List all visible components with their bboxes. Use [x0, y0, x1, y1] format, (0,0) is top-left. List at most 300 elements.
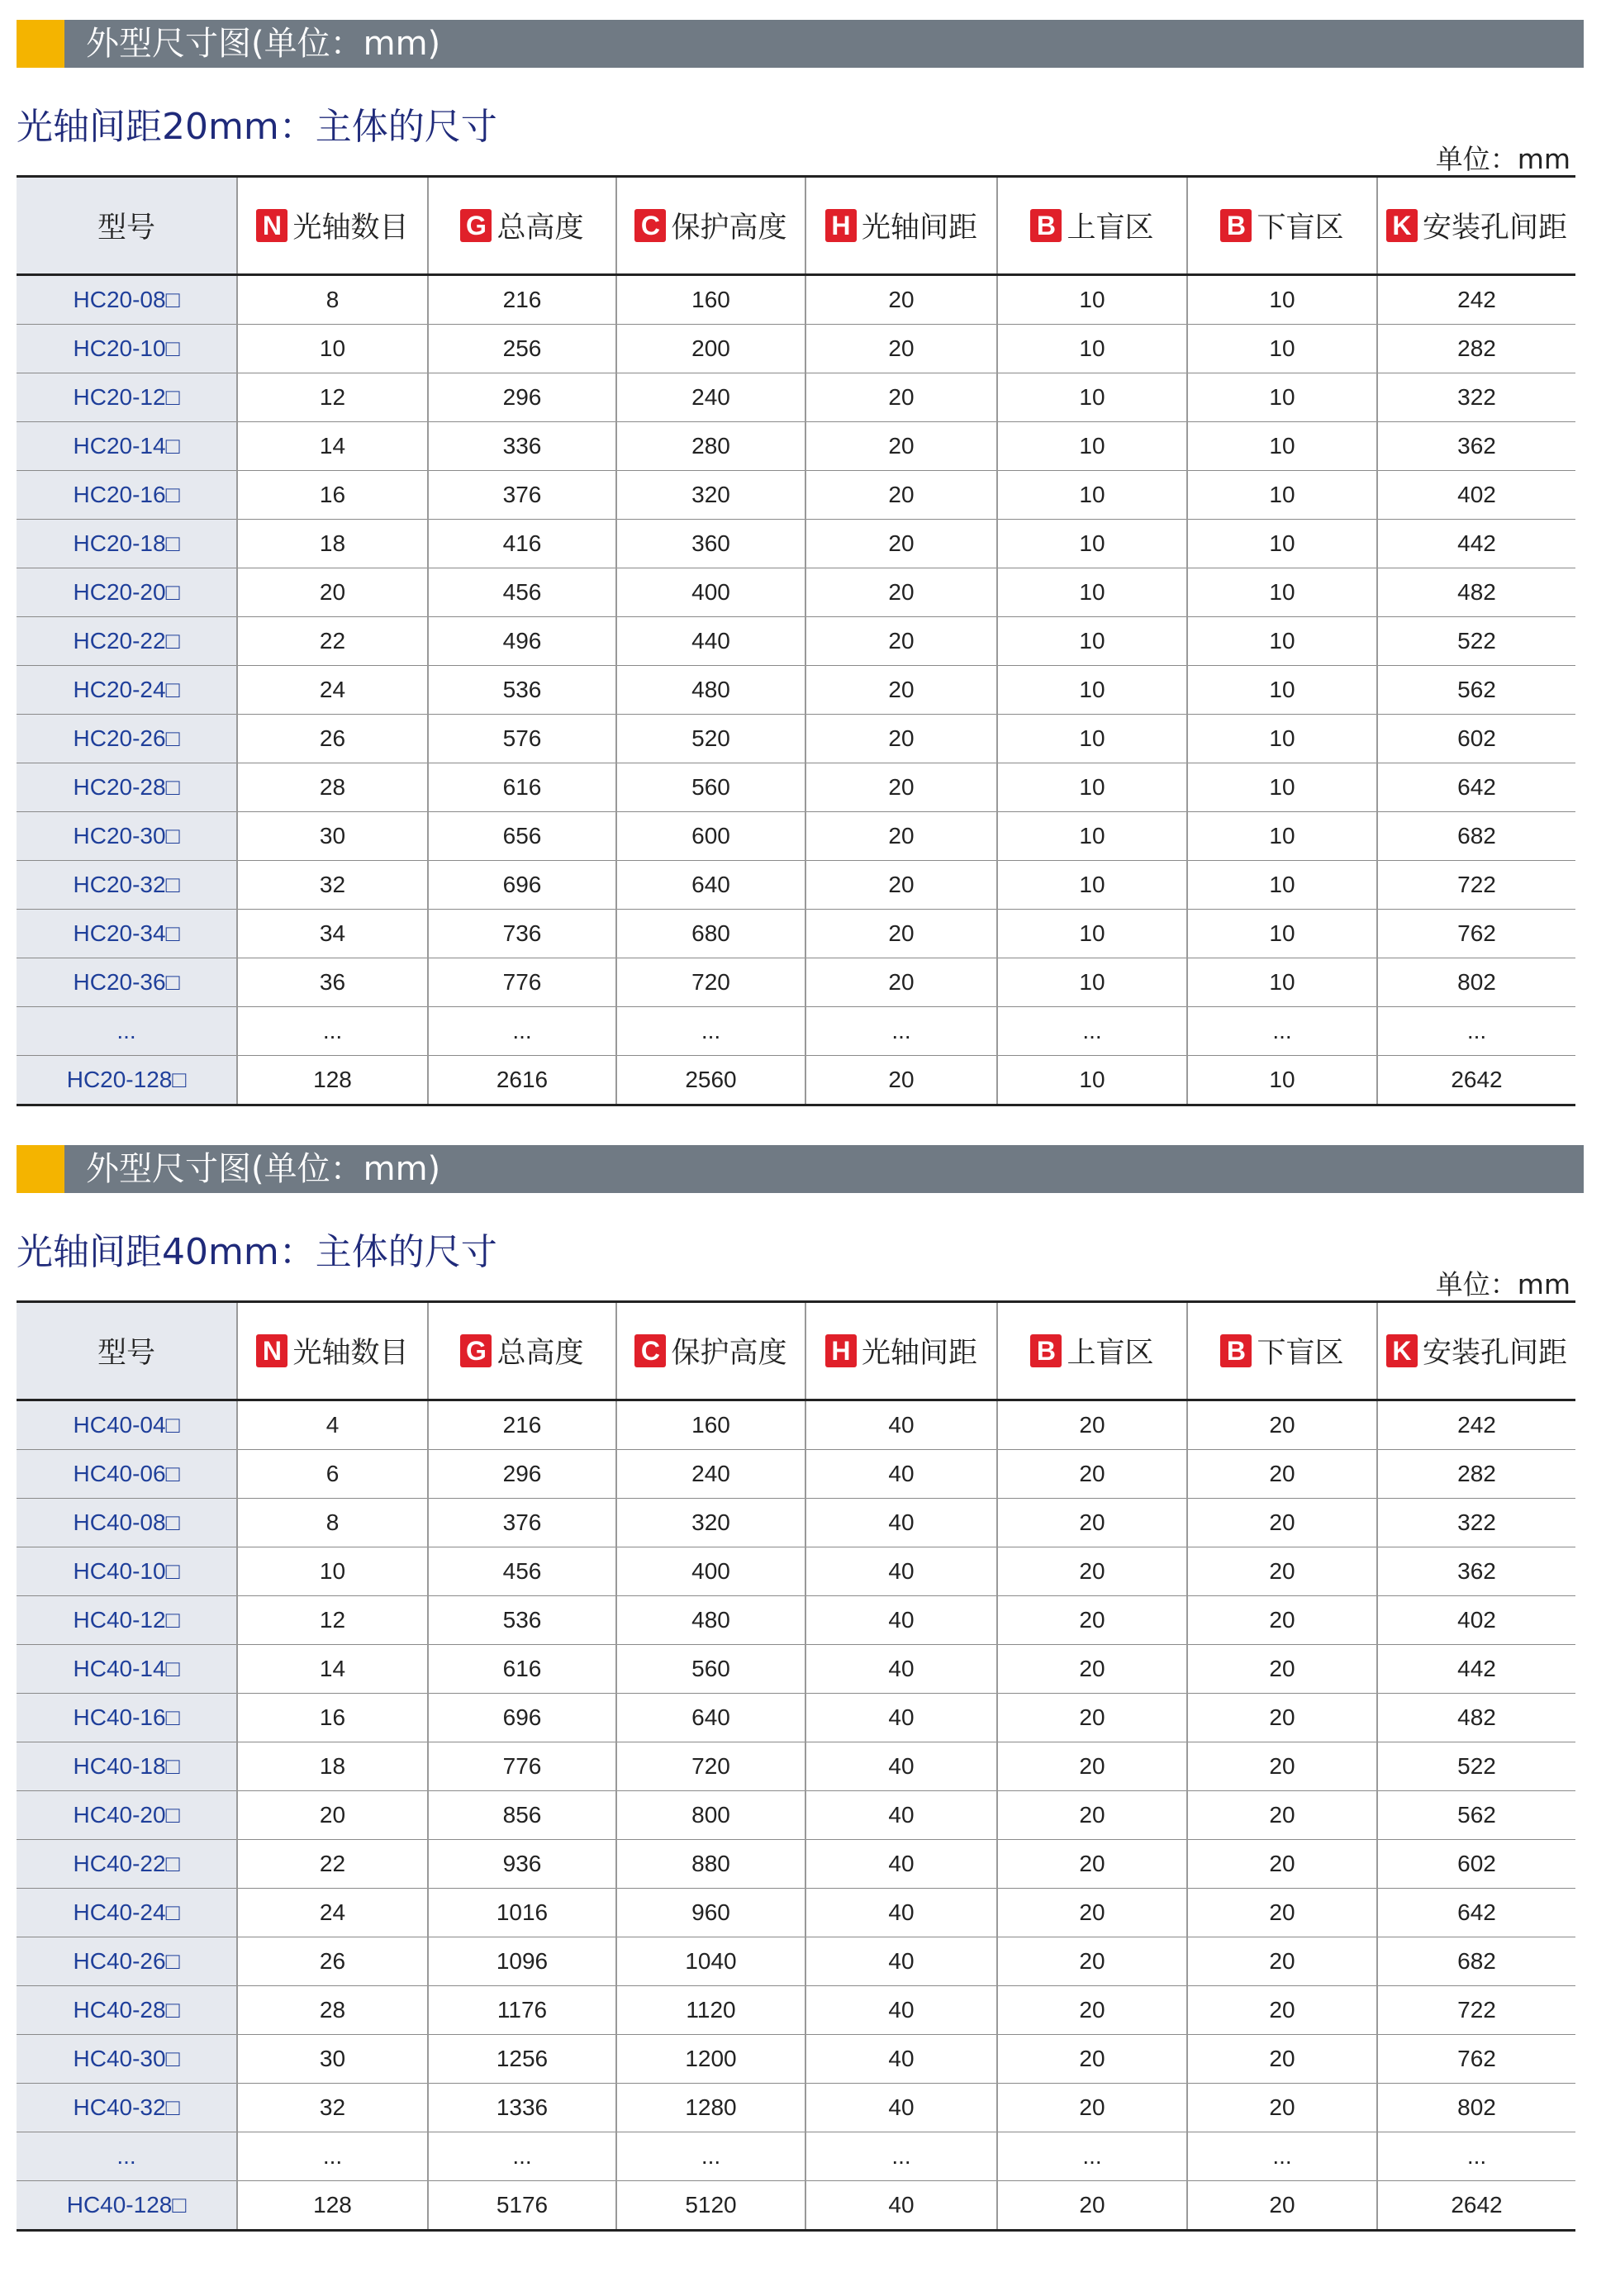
model-cell: HC20-20□ — [17, 568, 237, 617]
value-cell: 416 — [428, 520, 616, 568]
model-cell: HC20-14□ — [17, 422, 237, 471]
value-cell: 20 — [997, 1840, 1187, 1889]
column-badge-icon: G — [460, 1334, 492, 1367]
table-row — [17, 275, 1575, 325]
value-cell: 20 — [805, 471, 997, 520]
unit-note: 单位：mm — [1435, 143, 1570, 175]
table-row — [17, 471, 1575, 520]
table-row — [17, 861, 1575, 910]
value-cell: 722 — [1377, 1986, 1575, 2035]
table-row — [17, 812, 1575, 861]
table-row — [17, 1450, 1575, 1499]
model-cell: HC20-08□ — [17, 275, 237, 325]
value-cell: 40 — [805, 1694, 997, 1742]
value-cell: 16 — [237, 471, 428, 520]
value-cell: 14 — [237, 422, 428, 471]
table-row — [17, 910, 1575, 958]
value-cell: 402 — [1377, 1596, 1575, 1645]
model-cell: ... — [17, 2132, 237, 2181]
value-cell: 602 — [1377, 1840, 1575, 1889]
section-header-bar — [17, 20, 1584, 68]
value-cell: 20 — [1187, 1986, 1377, 2035]
model-cell: HC20-34□ — [17, 910, 237, 958]
value-cell: 20 — [237, 1791, 428, 1840]
column-header-label: 下盲区 — [1257, 1337, 1344, 1369]
value-cell: 40 — [805, 1742, 997, 1791]
section-header-title: 外型尺寸图(单位：mm) — [86, 25, 441, 63]
column-header — [237, 177, 428, 275]
column-header — [237, 1302, 428, 1400]
column-badge-icon: K — [1386, 1334, 1418, 1367]
column-header — [1377, 177, 1575, 275]
column-badge-icon: N — [256, 1334, 287, 1367]
table-header-row — [17, 1302, 1575, 1400]
value-cell: ... — [237, 1007, 428, 1056]
table-row — [17, 617, 1575, 666]
header-accent-block — [17, 20, 64, 68]
table-row — [17, 715, 1575, 763]
model-cell: HC20-22□ — [17, 617, 237, 666]
model-cell: HC40-08□ — [17, 1499, 237, 1547]
value-cell: 10 — [1187, 422, 1377, 471]
model-cell: HC40-14□ — [17, 1645, 237, 1694]
value-cell: 442 — [1377, 1645, 1575, 1694]
value-cell: 2560 — [616, 1056, 805, 1105]
value-cell: 10 — [997, 715, 1187, 763]
header-accent-block — [17, 1145, 64, 1193]
column-header-model: 型号 — [17, 1302, 237, 1400]
column-badge-icon: B — [1030, 1334, 1062, 1367]
table-row — [17, 1889, 1575, 1937]
value-cell: 10 — [1187, 520, 1377, 568]
value-cell: 522 — [1377, 617, 1575, 666]
value-cell: 10 — [1187, 471, 1377, 520]
value-cell: 360 — [616, 520, 805, 568]
column-header — [616, 177, 805, 275]
value-cell: 20 — [997, 1596, 1187, 1645]
value-cell: 20 — [805, 617, 997, 666]
value-cell: 800 — [616, 1791, 805, 1840]
column-badge-icon: B — [1030, 209, 1062, 242]
value-cell: 536 — [428, 666, 616, 715]
value-cell: 362 — [1377, 422, 1575, 471]
value-cell: 8 — [237, 1499, 428, 1547]
value-cell: 482 — [1377, 1694, 1575, 1742]
table-row — [17, 422, 1575, 471]
table-row — [17, 2132, 1575, 2181]
value-cell: 20 — [1187, 1499, 1377, 1547]
value-cell: 10 — [1187, 861, 1377, 910]
value-cell: 20 — [1187, 1400, 1377, 1450]
value-cell: 10 — [237, 1547, 428, 1596]
value-cell: 682 — [1377, 812, 1575, 861]
column-header-label: 安装孔间距 — [1422, 212, 1567, 244]
value-cell: 296 — [428, 1450, 616, 1499]
value-cell: 10 — [997, 275, 1187, 325]
value-cell: 200 — [616, 325, 805, 373]
value-cell: 336 — [428, 422, 616, 471]
value-cell: 40 — [805, 1547, 997, 1596]
model-cell: ... — [17, 1007, 237, 1056]
value-cell: 1336 — [428, 2084, 616, 2132]
value-cell: 802 — [1377, 2084, 1575, 2132]
value-cell: 696 — [428, 1694, 616, 1742]
value-cell: 20 — [1187, 1547, 1377, 1596]
table-row — [17, 666, 1575, 715]
value-cell: 562 — [1377, 1791, 1575, 1840]
value-cell: 40 — [805, 1840, 997, 1889]
value-cell: 400 — [616, 1547, 805, 1596]
model-cell: HC20-28□ — [17, 763, 237, 812]
value-cell: 802 — [1377, 958, 1575, 1007]
value-cell: 20 — [997, 1547, 1187, 1596]
column-header — [805, 177, 997, 275]
table-row — [17, 2035, 1575, 2084]
value-cell: 40 — [805, 1645, 997, 1694]
value-cell: 10 — [997, 568, 1187, 617]
value-cell: 762 — [1377, 910, 1575, 958]
column-header-label: 保护高度 — [671, 1337, 787, 1369]
model-cell: HC40-24□ — [17, 1889, 237, 1937]
value-cell: 936 — [428, 1840, 616, 1889]
value-cell: 20 — [997, 1986, 1187, 2035]
value-cell: 640 — [616, 861, 805, 910]
value-cell: 10 — [997, 1056, 1187, 1105]
value-cell: 10 — [997, 471, 1187, 520]
value-cell: 20 — [997, 1791, 1187, 1840]
value-cell: 20 — [997, 1499, 1187, 1547]
value-cell: ... — [616, 1007, 805, 1056]
value-cell: 696 — [428, 861, 616, 910]
value-cell: 1096 — [428, 1937, 616, 1986]
dimension-table — [17, 175, 1575, 1106]
value-cell: 10 — [997, 617, 1187, 666]
column-badge-icon: C — [634, 209, 666, 242]
column-header — [805, 1302, 997, 1400]
column-badge-icon: B — [1220, 1334, 1252, 1367]
table-row — [17, 373, 1575, 422]
value-cell: 216 — [428, 1400, 616, 1450]
value-cell: 600 — [616, 812, 805, 861]
model-cell: HC20-30□ — [17, 812, 237, 861]
value-cell: 10 — [1187, 373, 1377, 422]
value-cell: ... — [616, 2132, 805, 2181]
model-cell: HC40-12□ — [17, 1596, 237, 1645]
value-cell: 10 — [997, 325, 1187, 373]
table-row — [17, 1986, 1575, 2035]
value-cell: ... — [997, 1007, 1187, 1056]
value-cell: 18 — [237, 520, 428, 568]
value-cell: 880 — [616, 1840, 805, 1889]
model-cell: HC20-18□ — [17, 520, 237, 568]
value-cell: 128 — [237, 2181, 428, 2231]
model-cell: HC40-26□ — [17, 1937, 237, 1986]
column-badge-icon: G — [460, 209, 492, 242]
value-cell: 480 — [616, 666, 805, 715]
section-header-bar — [17, 1145, 1584, 1193]
column-header — [1377, 1302, 1575, 1400]
value-cell: ... — [805, 2132, 997, 2181]
value-cell: 10 — [997, 520, 1187, 568]
table-body — [17, 275, 1575, 1105]
section-header-title: 外型尺寸图(单位：mm) — [86, 1150, 441, 1188]
column-badge-icon: N — [256, 209, 287, 242]
value-cell: ... — [805, 1007, 997, 1056]
value-cell: 20 — [997, 1742, 1187, 1791]
table-row — [17, 1499, 1575, 1547]
value-cell: 10 — [997, 861, 1187, 910]
column-header — [428, 1302, 616, 1400]
value-cell: 24 — [237, 1889, 428, 1937]
value-cell: 5176 — [428, 2181, 616, 2231]
value-cell: 20 — [997, 2181, 1187, 2231]
column-badge-icon: H — [825, 209, 857, 242]
value-cell: 616 — [428, 763, 616, 812]
value-cell: 20 — [805, 1056, 997, 1105]
column-header — [1187, 1302, 1377, 1400]
value-cell: 720 — [616, 1742, 805, 1791]
column-header-label: 安装孔间距 — [1422, 1337, 1567, 1369]
value-cell: 522 — [1377, 1742, 1575, 1791]
value-cell: 240 — [616, 373, 805, 422]
table-row — [17, 520, 1575, 568]
value-cell: ... — [237, 2132, 428, 2181]
value-cell: 40 — [805, 2084, 997, 2132]
value-cell: 30 — [237, 2035, 428, 2084]
value-cell: 362 — [1377, 1547, 1575, 1596]
model-cell: HC40-06□ — [17, 1450, 237, 1499]
value-cell: 10 — [1187, 325, 1377, 373]
value-cell: 34 — [237, 910, 428, 958]
value-cell: 296 — [428, 373, 616, 422]
value-cell: 20 — [1187, 1889, 1377, 1937]
value-cell: ... — [1377, 1007, 1575, 1056]
column-header-label: 光轴间距 — [861, 1337, 977, 1369]
column-badge-icon: K — [1386, 209, 1418, 242]
value-cell: 32 — [237, 861, 428, 910]
value-cell: 520 — [616, 715, 805, 763]
value-cell: 10 — [997, 666, 1187, 715]
table-row — [17, 568, 1575, 617]
value-cell: 40 — [805, 2035, 997, 2084]
table-row — [17, 1596, 1575, 1645]
value-cell: 536 — [428, 1596, 616, 1645]
value-cell: 1040 — [616, 1937, 805, 1986]
value-cell: 10 — [1187, 763, 1377, 812]
section-subtitle: 光轴间距20mm：主体的尺寸 — [17, 106, 497, 148]
model-cell: HC20-16□ — [17, 471, 237, 520]
column-header-label: 光轴数目 — [292, 1337, 409, 1369]
value-cell: 442 — [1377, 520, 1575, 568]
table-row — [17, 2084, 1575, 2132]
value-cell: 20 — [997, 1694, 1187, 1742]
value-cell: 20 — [997, 1937, 1187, 1986]
value-cell: 10 — [997, 373, 1187, 422]
value-cell: 20 — [1187, 2084, 1377, 2132]
value-cell: 10 — [1187, 958, 1377, 1007]
value-cell: 40 — [805, 1400, 997, 1450]
table-row — [17, 763, 1575, 812]
value-cell: 640 — [616, 1694, 805, 1742]
value-cell: 320 — [616, 1499, 805, 1547]
value-cell: 776 — [428, 1742, 616, 1791]
value-cell: 1280 — [616, 2084, 805, 2132]
column-header-label: 光轴间距 — [861, 212, 977, 244]
column-header-label: 总高度 — [497, 212, 584, 244]
unit-note: 单位：mm — [1435, 1268, 1570, 1300]
value-cell: 680 — [616, 910, 805, 958]
table-row — [17, 1400, 1575, 1450]
value-cell: 28 — [237, 1986, 428, 2035]
value-cell: 376 — [428, 1499, 616, 1547]
value-cell: 216 — [428, 275, 616, 325]
value-cell: 20 — [805, 666, 997, 715]
value-cell: 12 — [237, 373, 428, 422]
value-cell: 720 — [616, 958, 805, 1007]
model-cell: HC20-24□ — [17, 666, 237, 715]
model-cell: HC40-22□ — [17, 1840, 237, 1889]
value-cell: 2642 — [1377, 1056, 1575, 1105]
model-cell: HC40-16□ — [17, 1694, 237, 1742]
model-cell: HC40-32□ — [17, 2084, 237, 2132]
value-cell: 10 — [997, 812, 1187, 861]
value-cell: 20 — [805, 422, 997, 471]
table-row — [17, 1547, 1575, 1596]
column-header-label: 下盲区 — [1257, 212, 1344, 244]
value-cell: 20 — [1187, 1937, 1377, 1986]
value-cell: 22 — [237, 1840, 428, 1889]
value-cell: 1200 — [616, 2035, 805, 2084]
value-cell: 24 — [237, 666, 428, 715]
value-cell: 402 — [1377, 471, 1575, 520]
value-cell: 656 — [428, 812, 616, 861]
value-cell: 282 — [1377, 1450, 1575, 1499]
column-header-label: 保护高度 — [671, 212, 787, 244]
value-cell: 1176 — [428, 1986, 616, 2035]
value-cell: 20 — [1187, 1742, 1377, 1791]
value-cell: 960 — [616, 1889, 805, 1937]
value-cell: 20 — [805, 520, 997, 568]
value-cell: 562 — [1377, 666, 1575, 715]
value-cell: 642 — [1377, 1889, 1575, 1937]
value-cell: ... — [428, 2132, 616, 2181]
column-header-model: 型号 — [17, 177, 237, 275]
value-cell: 642 — [1377, 763, 1575, 812]
value-cell: 20 — [805, 958, 997, 1007]
value-cell: 282 — [1377, 325, 1575, 373]
table-row — [17, 1840, 1575, 1889]
value-cell: 440 — [616, 617, 805, 666]
value-cell: 20 — [805, 812, 997, 861]
value-cell: 482 — [1377, 568, 1575, 617]
value-cell: 10 — [1187, 910, 1377, 958]
value-cell: 40 — [805, 2181, 997, 2231]
value-cell: 14 — [237, 1645, 428, 1694]
column-badge-icon: H — [825, 1334, 857, 1367]
value-cell: 496 — [428, 617, 616, 666]
value-cell: 20 — [805, 373, 997, 422]
value-cell: 242 — [1377, 275, 1575, 325]
value-cell: ... — [997, 2132, 1187, 2181]
value-cell: 40 — [805, 1596, 997, 1645]
value-cell: 20 — [997, 1400, 1187, 1450]
value-cell: ... — [1187, 2132, 1377, 2181]
value-cell: 682 — [1377, 1937, 1575, 1986]
value-cell: 40 — [805, 1450, 997, 1499]
value-cell: 10 — [997, 763, 1187, 812]
value-cell: 5120 — [616, 2181, 805, 2231]
table-body — [17, 1400, 1575, 2231]
value-cell: 10 — [997, 422, 1187, 471]
model-cell: HC40-10□ — [17, 1547, 237, 1596]
value-cell: 480 — [616, 1596, 805, 1645]
value-cell: 722 — [1377, 861, 1575, 910]
value-cell: 2642 — [1377, 2181, 1575, 2231]
value-cell: 20 — [805, 325, 997, 373]
value-cell: 6 — [237, 1450, 428, 1499]
value-cell: 20 — [805, 275, 997, 325]
value-cell: 10 — [1187, 1056, 1377, 1105]
value-cell: 322 — [1377, 373, 1575, 422]
value-cell: 20 — [805, 763, 997, 812]
model-cell: HC40-28□ — [17, 1986, 237, 2035]
column-badge-icon: C — [634, 1334, 666, 1367]
section-subtitle: 光轴间距40mm：主体的尺寸 — [17, 1231, 497, 1273]
value-cell: 32 — [237, 2084, 428, 2132]
value-cell: 242 — [1377, 1400, 1575, 1450]
value-cell: 10 — [1187, 275, 1377, 325]
value-cell: 10 — [1187, 568, 1377, 617]
model-cell: HC20-32□ — [17, 861, 237, 910]
table-row — [17, 1937, 1575, 1986]
value-cell: 20 — [237, 568, 428, 617]
value-cell: 20 — [1187, 1694, 1377, 1742]
dimension-table — [17, 1300, 1575, 2232]
value-cell: 1256 — [428, 2035, 616, 2084]
column-header — [997, 1302, 1187, 1400]
value-cell: 40 — [805, 1791, 997, 1840]
table-row — [17, 1791, 1575, 1840]
value-cell: 856 — [428, 1791, 616, 1840]
column-header — [428, 177, 616, 275]
value-cell: 10 — [237, 325, 428, 373]
value-cell: 4 — [237, 1400, 428, 1450]
table-row — [17, 1742, 1575, 1791]
value-cell: 8 — [237, 275, 428, 325]
model-cell: HC20-36□ — [17, 958, 237, 1007]
value-cell: 20 — [805, 715, 997, 763]
value-cell: 1016 — [428, 1889, 616, 1937]
model-cell: HC40-04□ — [17, 1400, 237, 1450]
value-cell: 280 — [616, 422, 805, 471]
value-cell: 400 — [616, 568, 805, 617]
value-cell: 30 — [237, 812, 428, 861]
value-cell: 560 — [616, 1645, 805, 1694]
value-cell: 20 — [1187, 1645, 1377, 1694]
value-cell: 16 — [237, 1694, 428, 1742]
value-cell: 160 — [616, 1400, 805, 1450]
value-cell: 10 — [1187, 666, 1377, 715]
value-cell: 20 — [805, 861, 997, 910]
value-cell: 602 — [1377, 715, 1575, 763]
value-cell: 128 — [237, 1056, 428, 1105]
column-header-label: 总高度 — [497, 1337, 584, 1369]
value-cell: 10 — [1187, 715, 1377, 763]
column-header — [1187, 177, 1377, 275]
value-cell: 18 — [237, 1742, 428, 1791]
value-cell: 576 — [428, 715, 616, 763]
value-cell: 456 — [428, 1547, 616, 1596]
